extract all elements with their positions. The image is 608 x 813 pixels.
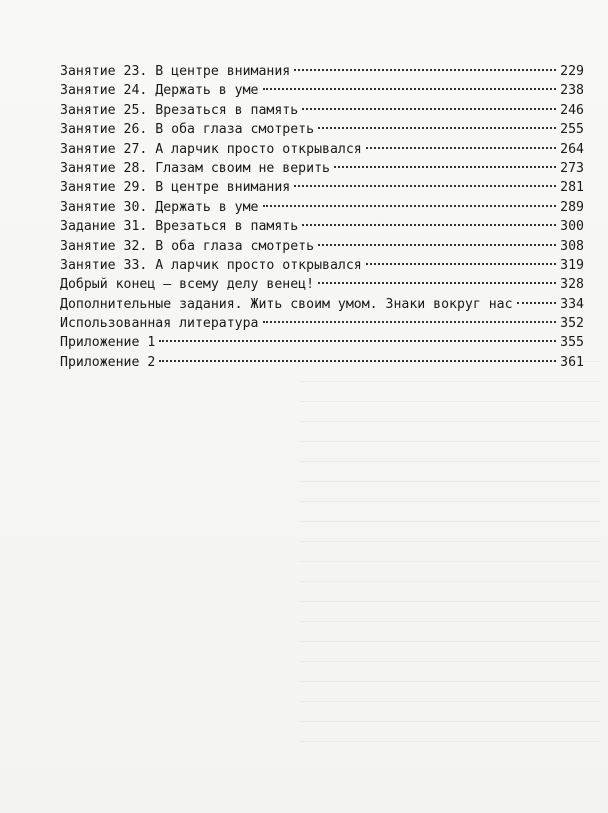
toc-entry: [60, 62, 584, 81]
dot-leader: [517, 302, 557, 304]
toc-entry: [60, 120, 584, 139]
dot-leader: [159, 340, 556, 342]
toc-entry: [60, 159, 584, 178]
dot-leader: [302, 224, 556, 226]
toc-entry-title: Занятие 25. Врезаться в память: [60, 102, 299, 118]
table-of-contents: [60, 62, 584, 372]
toc-entry-title: Добрый конец – всему делу венец!: [60, 277, 315, 293]
toc-entry-page: 328: [560, 277, 584, 293]
toc-entry-title: Приложение 2: [60, 354, 156, 370]
dot-leader: [263, 205, 557, 207]
toc-entry-page: 238: [560, 83, 584, 99]
bleed-through-text: [300, 360, 600, 780]
toc-entry-page: 246: [560, 102, 584, 118]
toc-entry-page: 264: [560, 141, 584, 157]
dot-leader: [294, 69, 556, 71]
toc-entry-page: 355: [560, 335, 584, 351]
toc-entry-page: 300: [560, 219, 584, 235]
toc-entry-title: Занятие 27. А ларчик просто открывался: [60, 141, 362, 157]
toc-entry: [60, 178, 584, 197]
toc-entry-page: 255: [560, 122, 584, 138]
toc-entry-page: 319: [560, 257, 584, 273]
dot-leader: [263, 88, 557, 90]
toc-entry: [60, 314, 584, 333]
toc-entry-title: Приложение 1: [60, 335, 156, 351]
toc-entry-title: Занятие 28. Глазам своим не верить: [60, 160, 330, 176]
dot-leader: [366, 263, 556, 265]
toc-entry-title: Занятие 23. В центре внимания: [60, 64, 291, 79]
toc-entry-title: Занятие 30. Держать в уме: [60, 199, 259, 215]
toc-entry-title: Занятие 29. В центре внимания: [60, 180, 291, 196]
toc-entry-title: Задание 31. Врезаться в память: [60, 219, 299, 235]
toc-entry-title: Занятие 24. Держать в уме: [60, 83, 259, 99]
toc-entry-page: 334: [560, 296, 584, 312]
dot-leader: [318, 282, 556, 284]
toc-entry-page: 281: [560, 180, 584, 196]
dot-leader: [302, 108, 556, 110]
toc-entry: [60, 237, 584, 256]
toc-entry-page: 273: [560, 160, 584, 176]
toc-entry: [60, 217, 584, 236]
toc-entry: [60, 81, 584, 100]
dot-leader: [318, 127, 556, 129]
dot-leader: [366, 147, 556, 149]
toc-entry-title: Дополнительные задания. Жить своим умом. Знаки вокруг нас: [60, 296, 513, 312]
toc-entry: [60, 353, 584, 372]
dot-leader: [159, 360, 556, 362]
toc-entry-page: 352: [560, 316, 584, 332]
toc-entry: [60, 333, 584, 352]
toc-entry-title: Занятие 26. В оба глаза смотреть: [60, 122, 315, 138]
dot-leader: [294, 185, 556, 187]
toc-entry-page: 289: [560, 199, 584, 215]
toc-entry: [60, 140, 584, 159]
dot-leader: [318, 244, 556, 246]
toc-entry: [60, 198, 584, 217]
toc-entry: [60, 275, 584, 294]
toc-entry-title: Занятие 33. А ларчик просто открывался: [60, 257, 362, 273]
toc-entry-title: Использованная литература: [60, 316, 259, 332]
toc-entry-title: Занятие 32. В оба глаза смотреть: [60, 238, 315, 254]
toc-entry-page: 229: [560, 64, 584, 79]
toc-entry-page: 361: [560, 354, 584, 370]
toc-entry-page: 308: [560, 238, 584, 254]
dot-leader: [334, 166, 556, 168]
toc-entry: [60, 101, 584, 120]
toc-entry: [60, 295, 584, 314]
toc-entry: [60, 256, 584, 275]
dot-leader: [263, 321, 557, 323]
